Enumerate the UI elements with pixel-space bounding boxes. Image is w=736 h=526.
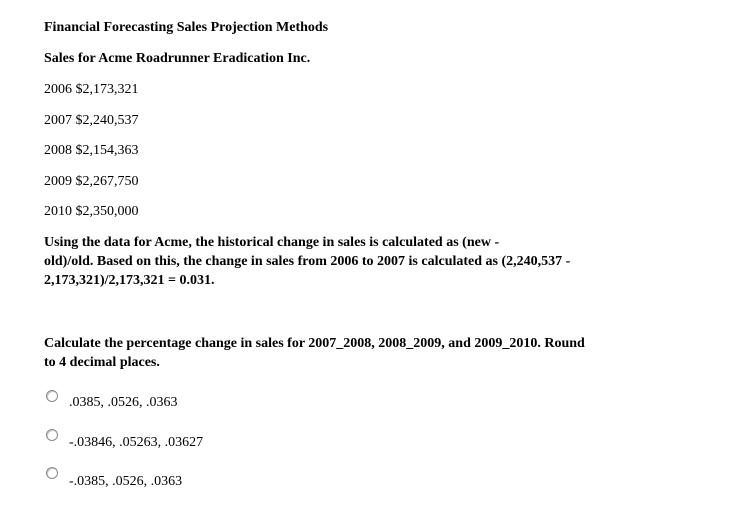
sales-row-2007: 2007 $2,240,537 [44, 113, 139, 128]
explanation-line: 2,173,321)/2,173,321 = 0.031. [44, 273, 215, 288]
explanation-line: old)/old. Based on this, the change in sales from 2006 to 2007 is calculated as (2,240,537 - [44, 254, 571, 269]
radio-button[interactable] [46, 467, 58, 479]
option-label[interactable]: .0385, .0526, .0363 [69, 395, 178, 410]
radio-button[interactable] [46, 390, 58, 402]
document-title: Financial Forecasting Sales Projection Methods [44, 20, 329, 35]
option-label[interactable]: -.0385, .0526, .0363 [69, 474, 183, 489]
option-label[interactable]: -.03846, .05263, .03627 [69, 435, 204, 450]
question-line: Calculate the percentage change in sales for 2007_2008, 2008_2009, and 2009_2010. Round [44, 336, 585, 351]
radio-button[interactable] [46, 429, 58, 441]
sales-row-2010: 2010 $2,350,000 [44, 204, 139, 219]
sales-row-2008: 2008 $2,154,363 [44, 143, 139, 158]
question-line: to 4 decimal places. [44, 355, 160, 370]
explanation-line: Using the data for Acme, the historical change in sales is calculated as (new - [44, 235, 500, 250]
document-subtitle: Sales for Acme Roadrunner Eradication Inc. [44, 51, 311, 66]
sales-row-2006: 2006 $2,173,321 [44, 82, 139, 97]
sales-row-2009: 2009 $2,267,750 [44, 174, 139, 189]
